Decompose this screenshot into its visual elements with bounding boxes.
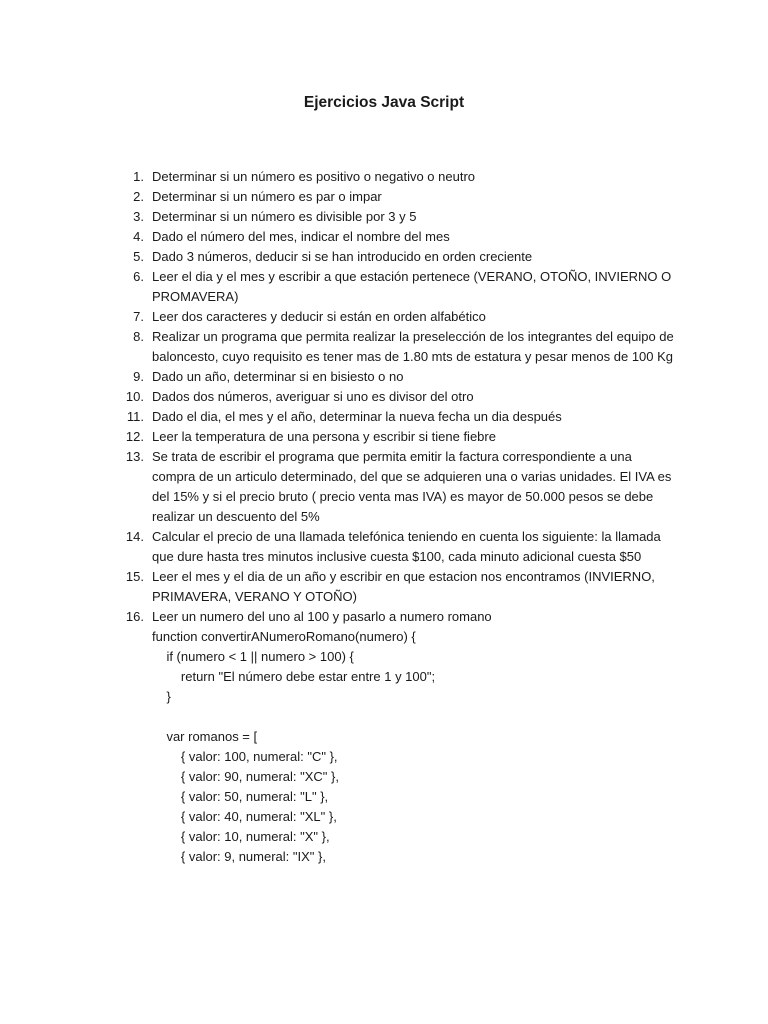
exercise-text-line: Determinar si un número es positivo o negativo o neutro [152,169,476,184]
exercise-number: 7. [133,309,144,324]
exercise-text-line: Dado 3 números, deducir si se han introducido en orden creciente [152,249,533,264]
code-line: return "El número debe estar entre 1 y 100"; [152,669,436,684]
code-line: } [152,689,171,704]
exercise-text-line: Dado el dia, el mes y el año, determinar la nueva fecha un dia después [152,409,562,424]
exercise-number: 13. [125,449,144,464]
exercise-item [124,267,672,307]
code-line: { valor: 100, numeral: "C" }, [152,749,338,764]
exercise-text-line: Leer la temperatura de una persona y escribir si tiene fiebre [152,429,496,444]
exercise-number: 10. [125,389,144,404]
code-line: if (numero < 1 || numero > 100) { [152,649,354,664]
code-line: { valor: 10, numeral: "X" }, [152,829,330,844]
exercise-text-line: PRIMAVERA, VERANO Y OTOÑO) [152,589,357,604]
exercise-text-line: Calcular el precio de una llamada telefónica teniendo en cuenta los siguiente: la llamada [152,529,661,544]
exercise-text-line: Leer dos caracteres y deducir si están en orden alfabético [152,309,486,324]
code-line: { valor: 50, numeral: "L" }, [152,789,329,804]
exercise-number: 2. [133,189,144,204]
code-line: { valor: 40, numeral: "XL" }, [152,809,337,824]
exercise-text-line: del 15% y si el precio bruto ( precio venta mas IVA) es mayor de 50.000 pesos se debe [152,489,654,504]
code-line: var romanos = [ [152,729,258,744]
exercise-number: 5. [133,249,144,264]
exercise-number: 8. [133,329,144,344]
exercise-text-line: Realizar un programa que permita realizar la preselección de los integrantes del equipo de [152,329,674,344]
exercise-text-line: Leer el mes y el dia de un año y escribir en que estacion nos encontramos (INVIERNO, [152,569,655,584]
code-line: function convertirANumeroRomano(numero) { [152,629,416,644]
exercise-item [124,227,669,247]
exercise-item [124,527,669,567]
code-block [124,627,669,867]
exercise-item [124,447,672,527]
exercise-item [124,367,669,387]
exercise-list [124,167,674,867]
exercise-item [124,387,669,407]
exercise-number: 16. [125,609,144,624]
exercise-number: 4. [133,229,144,244]
exercise-item [124,247,669,267]
exercise-item [124,167,669,187]
exercise-text-line: PROMAVERA) [152,289,239,304]
exercise-number: 6. [133,269,144,284]
exercise-text-line: que dure hasta tres minutos inclusive cuesta $100, cada minuto adicional cuesta $50 [152,549,642,564]
exercise-text-line: baloncesto, cuyo requisito es tener mas de 1.80 mts de estatura y pesar menos de 100 Kg [152,349,674,364]
exercise-text-line: Dado el número del mes, indicar el nombre del mes [152,229,450,244]
exercise-item [124,407,669,427]
exercise-text-line: Dado un año, determinar si en bisiesto o no [152,369,404,384]
exercise-text-line: Determinar si un número es par o impar [152,189,382,204]
exercise-item [124,567,669,607]
exercise-item [124,607,669,627]
exercise-number: 15. [125,569,144,584]
exercise-text-line: Se trata de escribir el programa que permita emitir la factura correspondiente a una [152,449,632,464]
document-title: Ejercicios Java Script [303,94,465,111]
exercise-text-line: Leer un numero del uno al 100 y pasarlo a numero romano [152,609,492,624]
exercise-text-line: compra de un articulo determinado, del que se adquieren una o varias unidades. El IVA es [152,469,672,484]
exercise-text-line: Determinar si un número es divisible por 3 y 5 [152,209,417,224]
exercise-text-line: realizar un descuento del 5% [152,509,320,524]
exercise-number: 3. [133,209,144,224]
exercise-item [124,307,669,327]
exercise-text-line: Dados dos números, averiguar si uno es divisor del otro [152,389,474,404]
exercise-item [124,327,674,367]
exercise-item [124,187,669,207]
exercise-item [124,207,669,227]
code-line [152,707,669,727]
exercise-item [124,427,669,447]
exercise-number: 11. [126,409,144,424]
exercise-number: 12. [125,429,144,444]
code-line: { valor: 9, numeral: "IX" }, [152,849,326,864]
exercise-number: 9. [133,369,144,384]
exercise-text-line: Leer el dia y el mes y escribir a que estación pertenece (VERANO, OTOÑO, INVIERNO O [152,269,672,284]
exercise-number: 14. [125,529,144,544]
exercise-number: 1. [133,169,144,184]
code-line: { valor: 90, numeral: "XC" }, [152,769,339,784]
